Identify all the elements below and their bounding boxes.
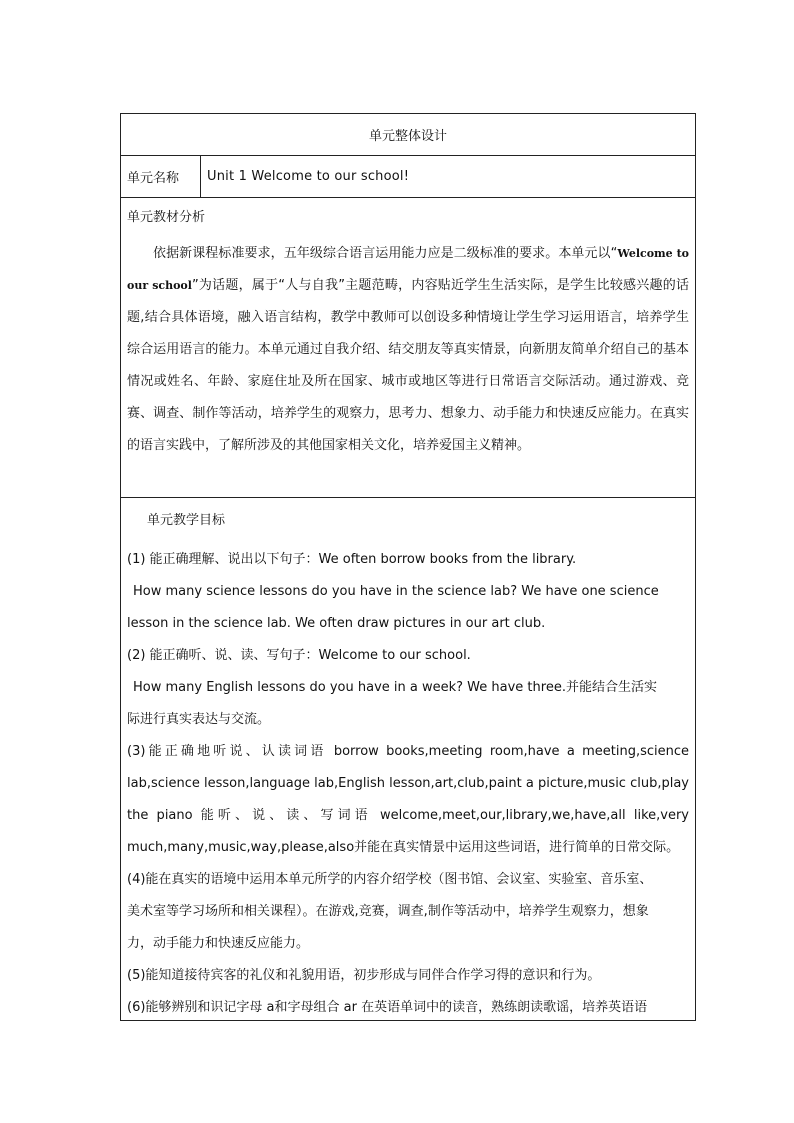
goal-line: lab,science lesson,language lab,English lesson,art,club,paint a picture,music club,play bbox=[127, 776, 689, 791]
goal-line: the piano 能听、说、读、写词语 welcome,meet,our,library,we,have,all like,very bbox=[127, 808, 689, 823]
table-title-row bbox=[121, 114, 695, 156]
goal-line: How many science lessons do you have in the science lab? We have one science bbox=[133, 584, 659, 599]
unit-design-table bbox=[120, 113, 696, 1021]
teaching-goals-heading: 单元教学目标 bbox=[147, 513, 226, 528]
teaching-goals-section bbox=[121, 498, 695, 1020]
analysis-text-part1: 依据新课程标准要求，五年级综合语言运用能力应是二级标准的要求。本单元以“ bbox=[153, 246, 618, 261]
goal-line: (2) 能正确听、说、读、写句子：Welcome to our school. bbox=[127, 648, 471, 663]
goal-line: 美术室等学习场所和相关课程）。在游戏,竞赛，调查,制作等活动中，培养学生观察力，想象 bbox=[127, 904, 649, 919]
unit-name-row bbox=[121, 156, 695, 198]
table-title: 单元整体设计 bbox=[368, 129, 447, 144]
analysis-topic-title: Welcome to our school bbox=[127, 247, 689, 292]
goal-line: much,many,music,way,please,also并能在真实情景中运用这些词语，进行简单的日常交际。 bbox=[127, 840, 680, 855]
material-analysis-paragraph bbox=[127, 238, 689, 462]
material-analysis-section bbox=[121, 198, 695, 498]
goal-line: lesson in the science lab. We often draw pictures in our art club. bbox=[127, 616, 546, 631]
goal-line: 力，动手能力和快速反应能力。 bbox=[127, 936, 310, 951]
goal-line: How many English lessons do you have in a week? We have three.并能结合生活实 bbox=[133, 680, 657, 695]
analysis-text-part2: ”为话题，属于“人与自我”主题范畴，内容贴近学生生活实际，是学生比较感兴趣的话题,结合具体语境，融入语言结构，教学中教师可以创设多种情境让学生学习运用语言，培养学生综合运用语言的能力。本单元通过自我介绍、结交朋友等真实情景，向新朋友简单介绍自己的基本情况或姓名、年龄、家庭住址及所在国家、城市或地区等进行日常语言交际活动。通过游戏、竞赛、调查、制作等活动，培养学生的观察力，思考力、想象力、动手能力和快速反应能力。在真实的语言实践中，了解所涉及的其他国家相关文化，培养爱国主义精神。 bbox=[127, 278, 689, 453]
goal-line: (4)能在真实的语境中运用本单元所学的内容介绍学校（图书馆、会议室、实验室、音乐室、 bbox=[127, 872, 653, 887]
goal-line: (3)能正确地听说、认读词语 borrow books,meeting room,have a meeting,science bbox=[127, 744, 689, 759]
goal-line: (5)能知道接待宾客的礼仪和礼貌用语，初步形成与同伴合作学习得的意识和行为。 bbox=[127, 968, 601, 983]
goal-line: (1) 能正确理解、说出以下句子：We often borrow books from the library. bbox=[127, 552, 577, 567]
unit-name-value: Unit 1 Welcome to our school! bbox=[207, 169, 410, 184]
goal-line: 际进行真实表达与交流。 bbox=[127, 712, 271, 727]
unit-name-label: 单元名称 bbox=[121, 156, 201, 197]
material-analysis-heading: 单元教材分析 bbox=[127, 210, 206, 225]
goal-line: (6)能够辨别和识记字母 a和字母组合 ar 在英语单词中的读音，熟练朗读歌谣，培养英语语 bbox=[127, 1000, 648, 1015]
